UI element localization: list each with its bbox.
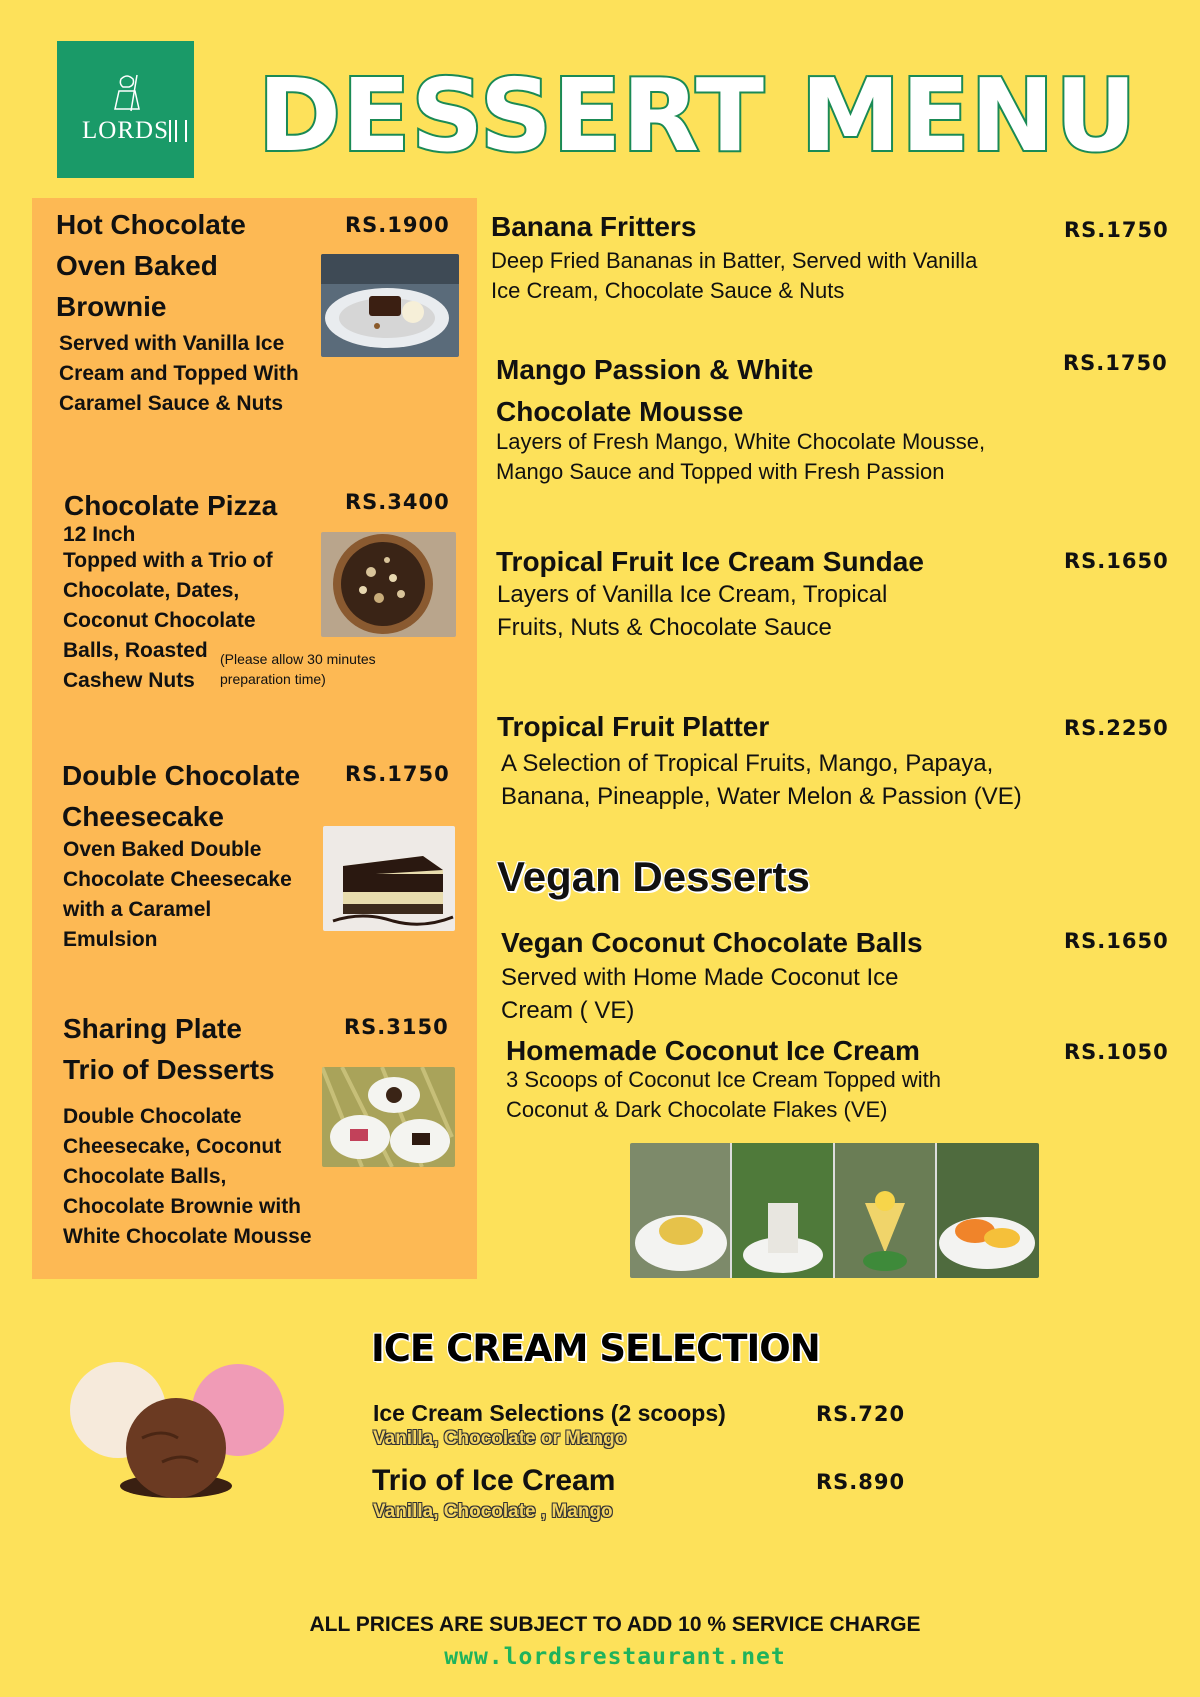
item-price: RS.1050 xyxy=(1064,1040,1169,1064)
logo-wordmark: LORDS xyxy=(82,117,169,144)
ice-cream-section-heading: ICE CREAM SELECTION xyxy=(371,1327,820,1370)
item-price: RS.3400 xyxy=(345,490,450,514)
ice-cream-item-flavours: Vanilla, Chocolate , Mango xyxy=(373,1501,613,1522)
item-description: Layers of Vanilla Ice Cream, Tropical Fruits, Nuts & Chocolate Sauce xyxy=(497,581,888,641)
logo-figure-icon xyxy=(107,71,149,121)
item-title: Tropical Fruit Platter xyxy=(497,711,770,742)
item-price: RS.1750 xyxy=(345,762,450,786)
item-price: RS.1900 xyxy=(345,213,450,237)
item-description: Oven Baked Double Chocolate Cheesecake with a Caramel Emulsion xyxy=(63,838,292,951)
ice-cream-item-flavours: Vanilla, Chocolate or Mango xyxy=(373,1428,627,1449)
item-title: Oven Baked xyxy=(56,250,218,281)
service-charge-note: ALL PRICES ARE SUBJECT TO ADD 10 % SERVICE CHARGE xyxy=(309,1613,921,1636)
item-title: Double Chocolate xyxy=(62,760,301,791)
item-title: Cheesecake xyxy=(62,801,224,832)
item-price: RS.1750 xyxy=(1064,218,1169,242)
item-title: Banana Fritters xyxy=(491,211,697,242)
ice-cream-scoops-illustration xyxy=(62,1352,290,1500)
item-price: RS.1650 xyxy=(1064,549,1169,573)
item-price: RS.1650 xyxy=(1064,929,1169,953)
ice-cream-item-name: Ice Cream Selections (2 scoops) xyxy=(373,1400,726,1426)
item-price: RS.1750 xyxy=(1063,351,1168,375)
item-title: Tropical Fruit Ice Cream Sundae xyxy=(496,546,924,577)
vegan-section-heading: Vegan Desserts xyxy=(497,853,810,900)
item-description: Served with Vanilla Ice Cream and Topped With Caramel Sauce & Nuts xyxy=(59,332,299,415)
item-description: A Selection of Tropical Fruits, Mango, Papaya, Banana, Pineapple, Water Melon & Passion (VE) xyxy=(501,750,1022,810)
menu-item-sharing-plate xyxy=(63,1008,275,1090)
cheesecake-photo xyxy=(323,826,455,931)
item-title: Homemade Coconut Ice Cream xyxy=(506,1035,920,1066)
ice-cream-item-price: RS.890 xyxy=(816,1470,906,1494)
item-price: RS.3150 xyxy=(344,1015,449,1039)
ice-cream-item-price: RS.720 xyxy=(816,1402,906,1426)
item-description: Layers of Fresh Mango, White Chocolate Mousse, Mango Sauce and Topped with Fresh Passion xyxy=(496,429,986,484)
item-description: Served with Home Made Coconut Ice Cream ( VE) xyxy=(501,964,899,1024)
item-title: Hot Chocolate xyxy=(56,209,246,240)
menu-item-cheesecake xyxy=(62,755,300,837)
menu-item-mango-mousse xyxy=(496,349,813,433)
item-note: (Please allow 30 minutes preparation time) xyxy=(220,651,376,687)
item-title: Chocolate Pizza xyxy=(64,490,278,521)
ice-cream-item-name: Trio of Ice Cream xyxy=(372,1464,616,1497)
website-link[interactable]: www.lordsrestaurant.net xyxy=(444,1644,786,1670)
page-title: DESSERT MENU xyxy=(258,57,1138,174)
item-title: Vegan Coconut Chocolate Balls xyxy=(501,927,923,958)
vegan-desserts-photo-strip xyxy=(630,1143,1039,1278)
item-description: Topped with a Trio of Chocolate, Dates, Coconut Chocolate Balls, Roasted Cashew Nuts xyxy=(63,549,273,692)
restaurant-logo xyxy=(57,41,194,178)
menu-item-brownie xyxy=(56,204,246,327)
item-description: Deep Fried Bananas in Batter, Served with Vanilla Ice Cream, Chocolate Sauce & Nuts xyxy=(491,248,978,303)
item-subtitle: 12 Inch xyxy=(63,523,136,546)
brownie-photo xyxy=(321,254,459,357)
item-description: 3 Scoops of Coconut Ice Cream Topped with Coconut & Dark Chocolate Flakes (VE) xyxy=(506,1067,941,1122)
item-title: Chocolate Mousse xyxy=(496,396,744,427)
sharing-plate-photo xyxy=(322,1067,455,1167)
item-description: Double Chocolate Cheesecake, Coconut Chocolate Balls, Chocolate Brownie with White Chocolate Mousse xyxy=(63,1105,312,1248)
item-title: Trio of Desserts xyxy=(63,1054,275,1085)
item-price: RS.2250 xyxy=(1064,716,1169,740)
item-title: Mango Passion & White xyxy=(496,354,814,385)
chocolate-pizza-photo xyxy=(321,532,456,637)
item-title: Sharing Plate xyxy=(63,1013,242,1044)
logo-stumps-icon xyxy=(169,120,187,142)
item-title: Brownie xyxy=(56,291,167,322)
